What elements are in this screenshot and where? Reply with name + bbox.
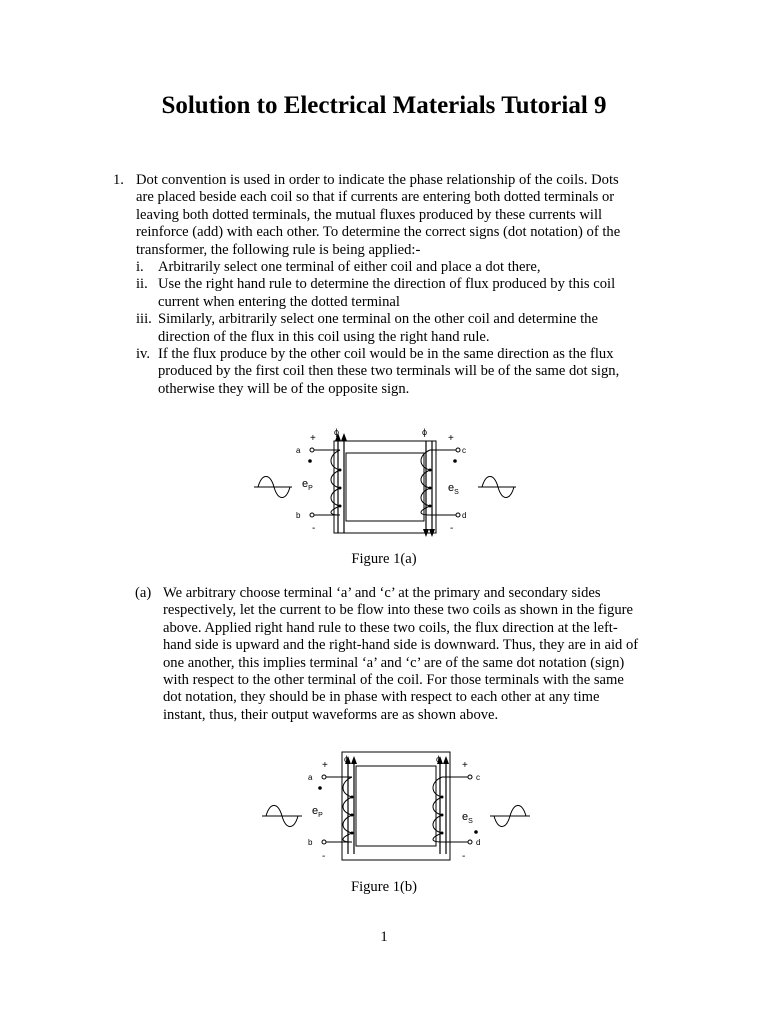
terminal-b-label: b [296,511,301,520]
rule-list [136,259,653,398]
ep-label: $e_P$ [302,478,313,492]
rule-item: iv. If the flux produce by the other coil would be in the same direction as the flux produced by the first coil then these two terminals will be of the same dot sign, otherwise they will be of the opposite sign. [136,346,620,397]
question-1 [113,172,653,398]
svg-text:+: + [310,433,316,444]
intro-line: leaving both dotted terminals, the mutual fluxes produced by these currents will [136,206,603,223]
dot-marker-a [308,459,312,463]
page-title: Solution to Electrical Materials Tutorial 9 [161,92,607,119]
dot-marker-a [318,786,322,790]
figure-1b-transformer-diagram [262,750,532,870]
terminal-a-label: a [296,446,301,455]
svg-text:-: - [450,523,454,534]
es-label: $e_S$ [462,811,473,825]
flux-symbol-right: ϕ [422,427,428,437]
intro-line: Dot convention is used in order to indicate the phase relationship of the coils. Dots [136,172,619,188]
terminal-c-label: c [462,446,466,455]
transformer-svg [250,425,520,540]
intro-line: are placed beside each coil so that if currents are entering both dotted terminals or [136,189,615,206]
terminal-c-label: c [476,773,480,782]
terminal-b-label: b [308,838,313,847]
svg-text:-: - [312,523,316,534]
terminal-d-label: d [476,838,481,847]
svg-text:-: - [322,851,326,862]
question-1-intro [113,172,653,259]
ep-label: $e_P$ [312,805,323,819]
paragraph-a: (a) We arbitrary choose terminal ‘a’ and ‘c’ at the primary and secondary sides respectively, let the current to be flow into these two coils as shown in the figure above. Applied right hand rule to these two coils, the flux direction at the left- hand side is upward and the right-hand side is downward. Thus, they are in aid of one another, this implies terminal ‘a’ and ‘c’ are of the same dot notation (sign) with respect to the other terminal of the coil. For those terminals with the same dot notation, they should be in phase with respect to each other at any time instant, thus, their output waveforms are as shown above. [135,585,639,723]
page-number: 1 [380,929,388,945]
intro-line: reinforce (add) with each other. To determine the correct signs (dot notation) of the [136,224,621,241]
rule-item: i. Arbitrarily select one terminal of either coil and place a dot there, [136,259,541,276]
paragraph-label: (a) [135,585,152,601]
figure-1b-caption: Figure 1(b) [350,879,418,895]
terminal-a-label: a [308,773,313,782]
svg-text:-: - [462,851,466,862]
flux-symbol-right: ϕ [436,754,442,764]
transformer-svg [262,750,532,865]
svg-text:+: + [322,760,328,771]
figure-1a-caption: Figure 1(a) [351,551,417,567]
question-number: 1. [113,172,124,188]
dot-marker-d [474,830,478,834]
flux-symbol-left: ϕ [344,754,350,764]
es-label: $e_S$ [448,482,459,496]
intro-line: transformer, the following rule is being applied:- [136,241,421,258]
dot-marker-c [453,459,457,463]
flux-symbol-left: ϕ [334,427,340,437]
figure-1a-transformer-diagram [250,425,520,545]
svg-text:+: + [462,760,468,771]
terminal-d-label: d [462,511,467,520]
rule-item: iii. Similarly, arbitrarily select one terminal on the other coil and determine the direction of the flux in this coil using the right hand rule. [136,311,598,345]
rule-item: ii. Use the right hand rule to determine the direction of flux produced by this coil current when entering the dotted terminal [136,276,616,310]
svg-text:+: + [448,433,454,444]
